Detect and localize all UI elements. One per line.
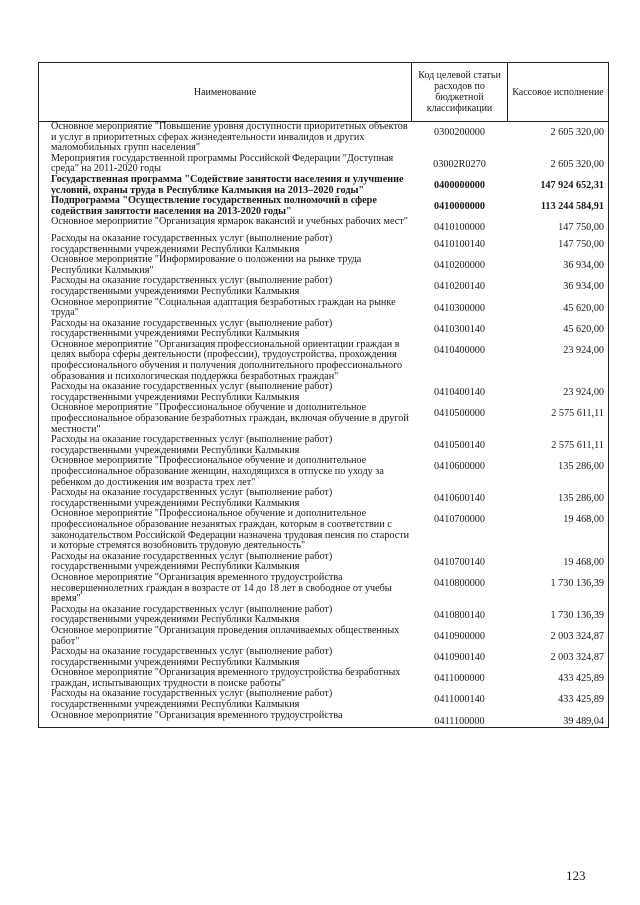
row-code-cell: 0410000000	[434, 201, 485, 213]
row-amount-cell: 2 003 324,87	[508, 647, 609, 668]
row-name-cell: Основное мероприятие "Информирование о положении на рынке труда Республики Калмыкия"	[39, 255, 412, 276]
table-row	[39, 340, 609, 382]
table-row	[39, 456, 609, 488]
row-code-cell: 0411000000	[434, 673, 485, 685]
row-amount-cell: 1 730 136,39	[508, 573, 609, 605]
row-name-cell: Расходы на оказание государственных услуг (выполнение работ) государственными учреждениями Республики Калмыкия	[39, 605, 412, 626]
row-name-cell: Основное мероприятие "Организация профессиональной ориентации граждан в целях выбора сферы деятельности (профессии), трудоустройства, прохождения профессионального обучения и получения дополнительного профессионального образования и психологическая поддержка безработных граждан"	[39, 340, 412, 382]
row-name-cell: Основное мероприятие "Организация проведения оплачиваемых общественных работ"	[39, 626, 412, 647]
row-code-cell: 0410200140	[434, 281, 485, 293]
table-row	[39, 626, 609, 647]
row-code-cell: 0410300140	[434, 323, 485, 335]
row-amount-cell: 433 425,89	[508, 668, 609, 689]
page-number: 123	[566, 868, 586, 883]
table-row	[39, 154, 609, 175]
row-name-cell: Расходы на оказание государственных услуг (выполнение работ) государственными учреждениями Республики Калмыкия	[39, 552, 412, 573]
row-amount-cell: 135 286,00	[508, 488, 609, 509]
header-code: Код целевой статьи расходов по бюджетной классификации	[412, 63, 508, 122]
row-name-cell: Расходы на оказание государственных услуг (выполнение работ) государственными учреждениями Республики Калмыкия	[39, 435, 412, 456]
row-amount-cell: 147 750,00	[508, 234, 609, 255]
table-row	[39, 647, 609, 668]
table-row	[39, 319, 609, 340]
row-code-cell: 0410800140	[434, 609, 485, 621]
row-amount-cell: 135 286,00	[508, 456, 609, 488]
row-name-cell: Мероприятия государственной программы Российской Федерации "Доступная среда" на 2011-2020 годы	[39, 154, 412, 175]
row-name-cell: Основное мероприятие "Организация ярмарок вакансий и учебных рабочих мест"	[39, 217, 412, 234]
table-row	[39, 668, 609, 689]
row-amount-cell: 433 425,89	[508, 689, 609, 710]
table-row	[39, 605, 609, 626]
table-row	[39, 689, 609, 710]
row-name-cell: Основное мероприятие "Профессиональное обучение и дополнительное профессиональное образование безработных граждан, включая обучение в другой местности"	[39, 403, 412, 435]
row-amount-cell: 19 468,00	[508, 552, 609, 573]
header-amount: Кассовое исполнение	[508, 63, 609, 122]
row-code-cell: 0410500140	[434, 440, 485, 452]
row-amount-cell: 2 003 324,87	[508, 626, 609, 647]
row-amount-cell: 113 244 584,91	[508, 196, 609, 217]
row-code-cell: 0410100000	[434, 222, 485, 234]
table-row	[39, 573, 609, 605]
row-amount-cell: 36 934,00	[508, 255, 609, 276]
row-name-cell: Государственная программа "Содействие занятости населения и улучшение условий, охраны труда в Республике Калмыкия на 2013–2020 годы"	[39, 175, 412, 196]
table-row	[39, 298, 609, 319]
table-row	[39, 509, 609, 551]
row-amount-cell: 2 575 611,11	[508, 435, 609, 456]
row-name-cell: Основное мероприятие "Профессиональное обучение и дополнительное профессиональное образование незанятых граждан, которым в соответствии с законодательством Российской Федерации назначена трудовая пенсия по старости и которые стремятся возобновить трудовую деятельность"	[39, 509, 412, 551]
row-code-cell: 0410200000	[434, 260, 485, 272]
row-code-cell: 0410600000	[434, 461, 485, 473]
row-amount-cell: 36 934,00	[508, 276, 609, 297]
row-amount-cell: 147 924 652,31	[508, 175, 609, 196]
table-row	[39, 276, 609, 297]
table-row	[39, 255, 609, 276]
row-code-cell: 0410400000	[434, 344, 485, 356]
row-name-cell: Расходы на оказание государственных услуг (выполнение работ) государственными учреждениями Республики Калмыкия	[39, 647, 412, 668]
table-row	[39, 403, 609, 435]
row-name-cell: Расходы на оказание государственных услуг (выполнение работ) государственными учреждениями Республики Калмыкия	[39, 488, 412, 509]
table-row	[39, 552, 609, 573]
table-row	[39, 175, 609, 196]
row-code-cell: 0410300000	[434, 302, 485, 314]
table-row	[39, 217, 609, 234]
row-name-cell: Основное мероприятие "Организация временного трудоустройства	[39, 711, 412, 728]
row-amount-cell: 45 620,00	[508, 298, 609, 319]
table-row	[39, 122, 609, 154]
row-code-cell: 0411000140	[434, 694, 485, 706]
row-name-cell: Расходы на оказание государственных услуг (выполнение работ) государственными учреждениями Республики Калмыкия	[39, 382, 412, 403]
row-code-cell: 0410900140	[434, 652, 485, 664]
row-code-cell: 0410700140	[434, 556, 485, 568]
row-amount-cell: 23 924,00	[508, 340, 609, 382]
row-name-cell: Расходы на оказание государственных услуг (выполнение работ) государственными учреждениями Республики Калмыкия	[39, 319, 412, 340]
row-code-cell: 0410900000	[434, 630, 485, 642]
row-name-cell: Основное мероприятие "Повышение уровня доступности приоритетных объектов и услуг в приоритетных сферах жизнедеятельности инвалидов и других маломобильных групп населения"	[39, 122, 412, 154]
table-row	[39, 234, 609, 255]
row-name-cell: Основное мероприятие "Организация временного трудоустройства безработных граждан, испытывающих трудности в поиске работы"	[39, 668, 412, 689]
row-name-cell: Основное мероприятие "Социальная адаптация безработных граждан на рынке труда"	[39, 298, 412, 319]
header-name: Наименование	[39, 63, 412, 122]
row-name-cell: Расходы на оказание государственных услуг (выполнение работ) государственными учреждениями Республики Калмыкия	[39, 234, 412, 255]
row-code-cell: 0411100000	[412, 711, 508, 728]
row-amount-cell: 19 468,00	[508, 509, 609, 551]
table-row	[39, 711, 609, 728]
row-amount-cell: 45 620,00	[508, 319, 609, 340]
row-name-cell: Подпрограмма "Осуществление государственных полномочий в сфере содействия занятости населения на 2013-2020 годы"	[39, 196, 412, 217]
row-amount-cell: 2 575 611,11	[508, 403, 609, 435]
table-row	[39, 196, 609, 217]
row-code-cell: 0410800000	[434, 577, 485, 589]
budget-table	[38, 62, 609, 728]
row-name-cell: Основное мероприятие "Организация временного трудоустройства несовершеннолетних граждан в возрасте от 14 до 18 лет в свободное от учебы время"	[39, 573, 412, 605]
row-code-cell: 0410700000	[434, 514, 485, 526]
row-amount-cell: 23 924,00	[508, 382, 609, 403]
table-header-row	[39, 63, 609, 122]
row-code-cell: 0410100140	[434, 238, 485, 250]
row-name-cell: Расходы на оказание государственных услуг (выполнение работ) государственными учреждениями Республики Калмыкия	[39, 276, 412, 297]
row-amount-cell: 2 605 320,00	[508, 154, 609, 175]
row-code-cell: 0400000000	[434, 179, 485, 191]
row-amount-cell: 147 750,00	[508, 217, 609, 234]
row-code-cell: 03002R0270	[433, 158, 486, 170]
row-name-cell: Расходы на оказание государственных услуг (выполнение работ) государственными учреждениями Республики Калмыкия	[39, 689, 412, 710]
row-code-cell: 0410500000	[434, 408, 485, 420]
table-body	[39, 122, 609, 728]
row-code-cell: 0410600140	[434, 493, 485, 505]
row-amount-cell: 1 730 136,39	[508, 605, 609, 626]
row-name-cell: Основное мероприятие "Профессиональное обучение и дополнительное профессиональное образование женщин, находящихся в отпуске по уходу за ребенком до достижения им возраста трех лет"	[39, 456, 412, 488]
row-amount-cell: 2 605 320,00	[508, 122, 609, 154]
row-amount-cell: 39 489,04	[508, 711, 609, 728]
row-code-cell: 0300200000	[434, 127, 485, 138]
row-code-cell: 0410400140	[434, 387, 485, 399]
table-row	[39, 382, 609, 403]
table-row	[39, 488, 609, 509]
table-row	[39, 435, 609, 456]
